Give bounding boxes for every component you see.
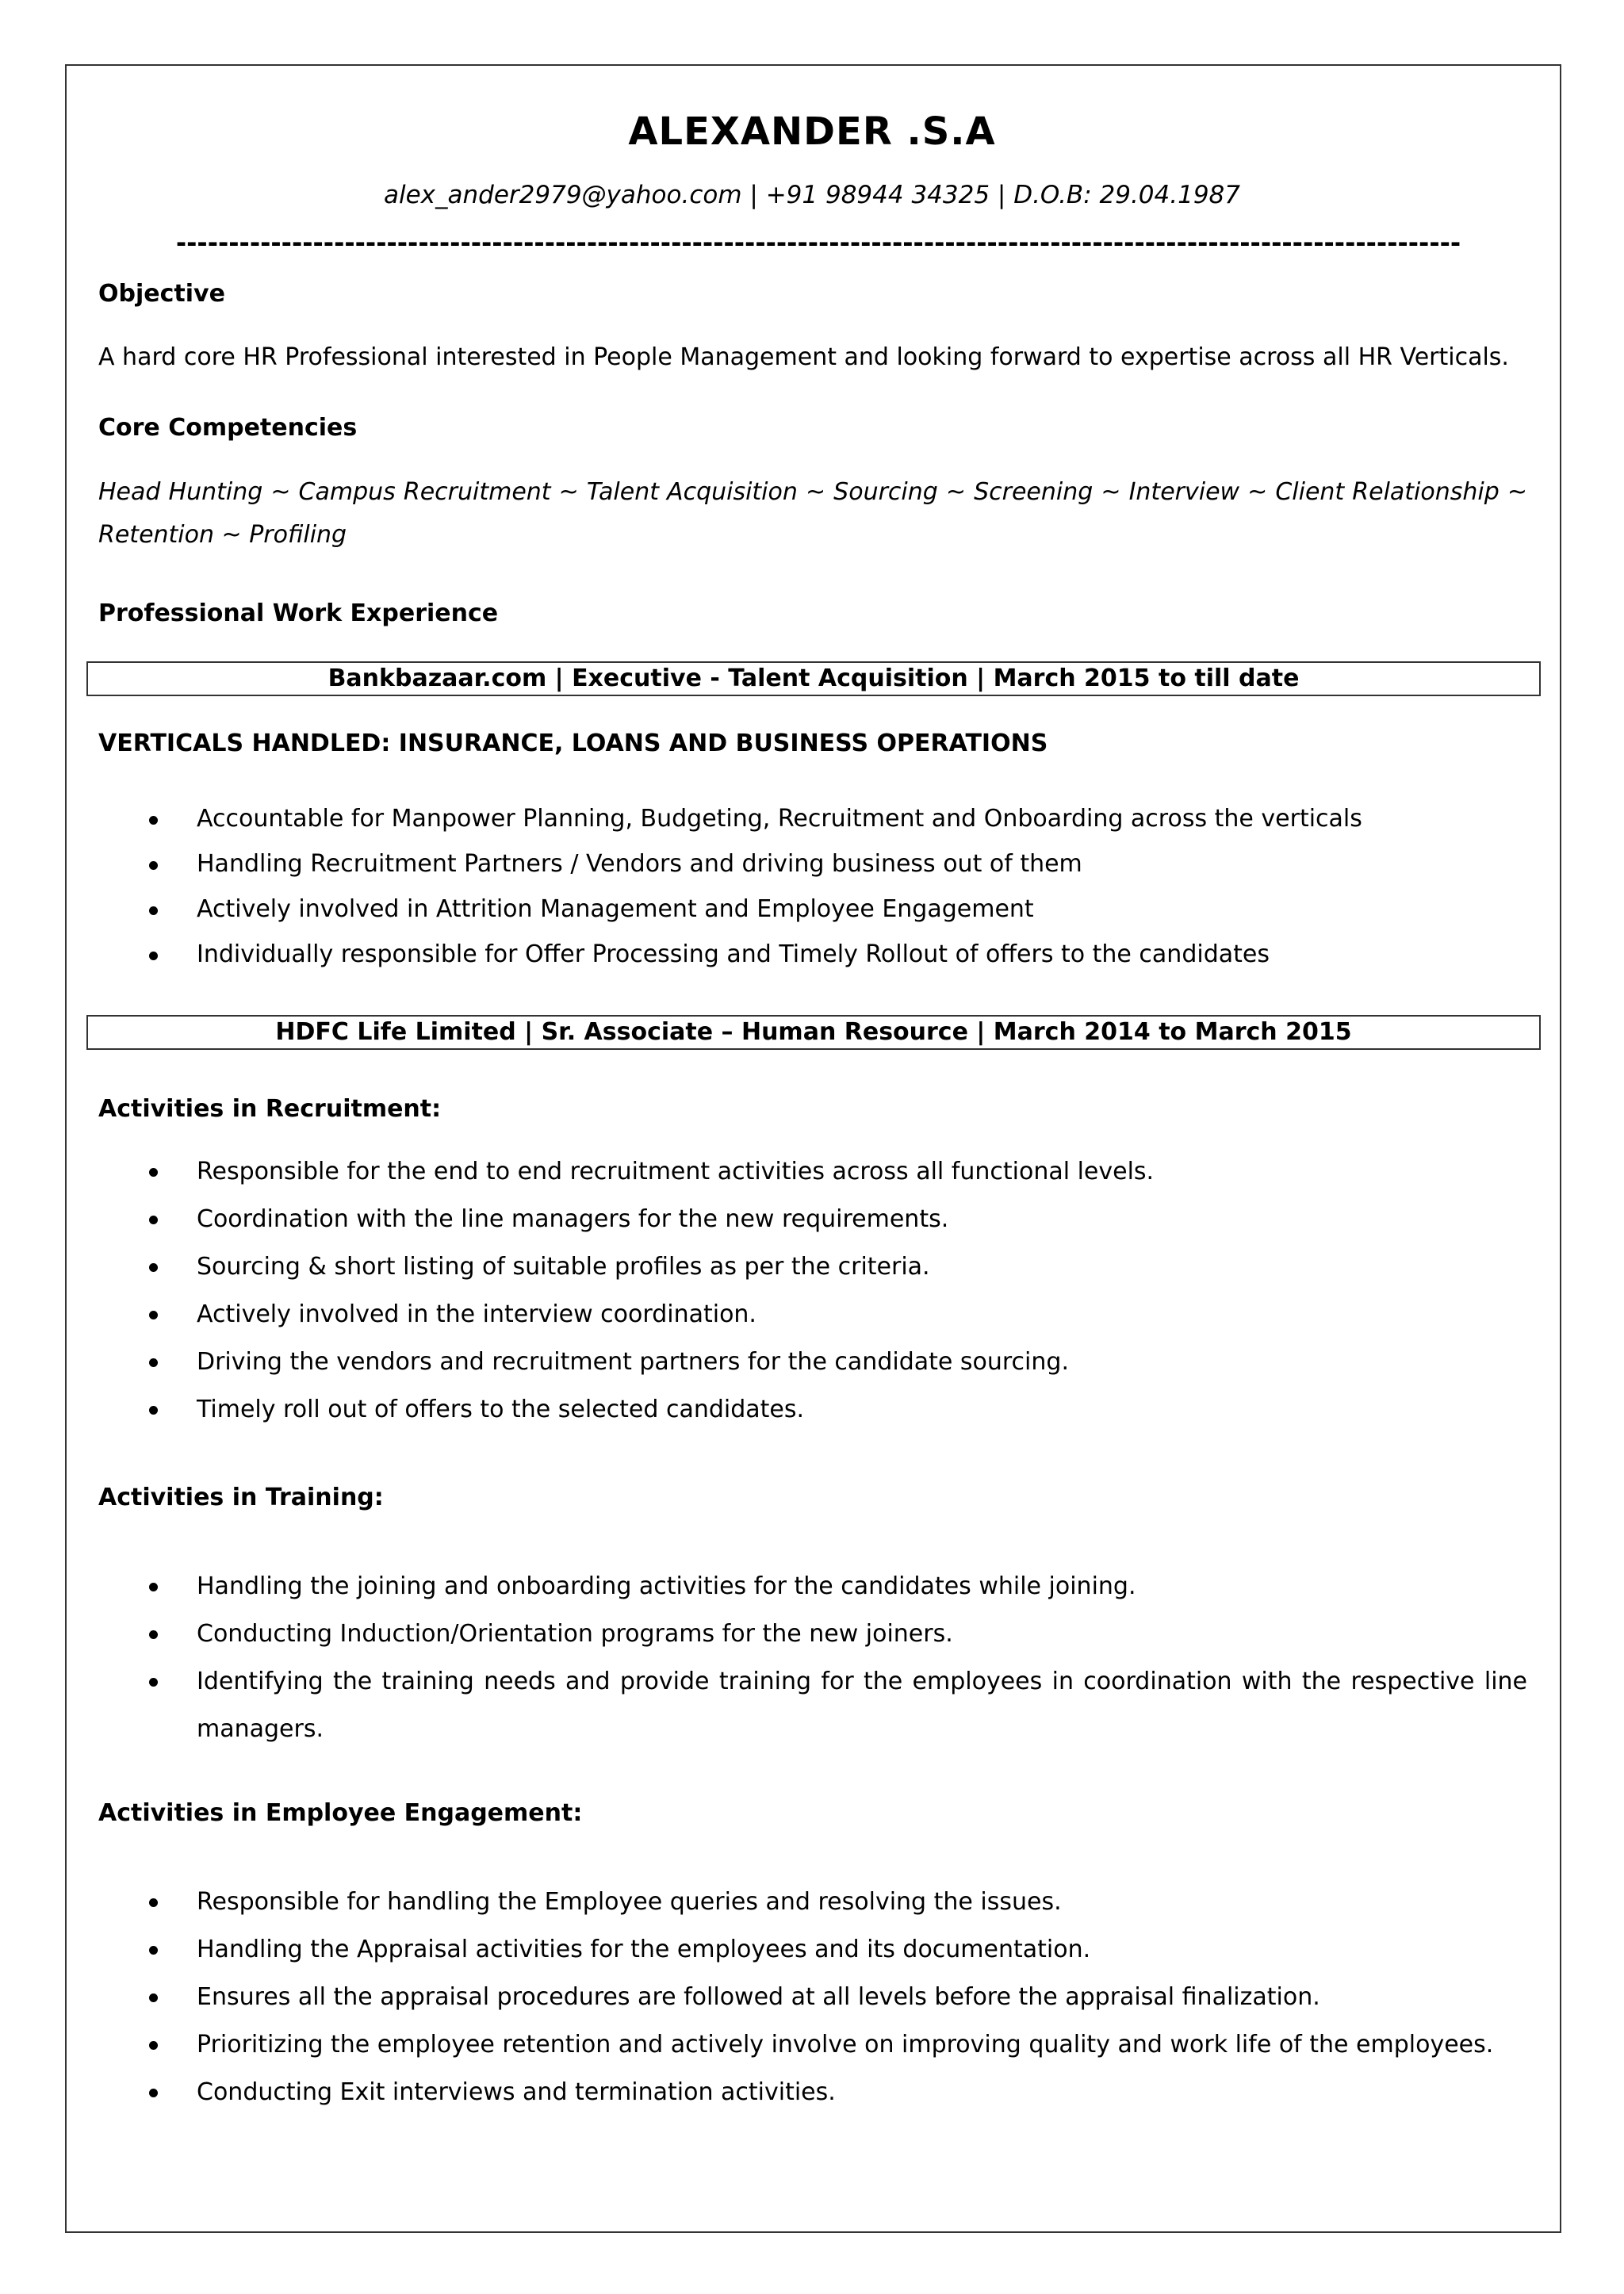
list-item: Conducting Induction/Orientation programs for the new joiners. [98, 1610, 1527, 1658]
verticals-heading: VERTICALS HANDLED: INSURANCE, LOANS AND BUSINESS OPERATIONS [98, 730, 1048, 757]
bankbazaar-bullet-list [98, 796, 1527, 977]
recruitment-heading: Activities in Recruitment: [98, 1095, 442, 1123]
list-item: Sourcing & short listing of suitable profiles as per the criteria. [98, 1243, 1527, 1291]
contact-line: alex_ander2979@yahoo.com | +91 98944 34325 | D.O.B: 29.04.1987 [384, 181, 1240, 209]
core-competencies-text: Head Hunting ~ Campus Recruitment ~ Talent Acquisition ~ Sourcing ~ Screening ~ Interview ~ Client Relationship ~ Retention ~ Profiling [98, 478, 1527, 549]
work-experience-heading: Professional Work Experience [98, 599, 499, 627]
list-item: Responsible for the end to end recruitment activities across all functional levels. [98, 1148, 1527, 1196]
list-item: Individually responsible for Offer Processing and Timely Rollout of offers to the candidates [98, 932, 1527, 977]
list-item: Ensures all the appraisal procedures are followed at all levels before the appraisal finalization. [98, 1974, 1527, 2021]
list-item: Handling Recruitment Partners / Vendors and driving business out of them [98, 841, 1527, 887]
list-item: Handling the Appraisal activities for the employees and its documentation. [98, 1926, 1527, 1974]
job-title-hdfc: HDFC Life Limited | Sr. Associate – Human Resource | March 2014 to March 2015 [86, 1015, 1541, 1050]
engagement-heading: Activities in Employee Engagement: [98, 1799, 583, 1827]
engagement-bullet-list [98, 1878, 1527, 2116]
list-item: Driving the vendors and recruitment partners for the candidate sourcing. [98, 1338, 1527, 1386]
candidate-name: ALEXANDER .S.A [628, 109, 996, 154]
objective-text: A hard core HR Professional interested in People Management and looking forward to expertise across all HR Verticals. [98, 343, 1509, 371]
list-item: Coordination with the line managers for the new requirements. [98, 1196, 1527, 1243]
training-heading: Activities in Training: [98, 1484, 384, 1511]
list-item: Timely roll out of offers to the selected candidates. [98, 1386, 1527, 1434]
list-item: Accountable for Manpower Planning, Budgeting, Recruitment and Onboarding across the verticals [98, 796, 1527, 841]
list-item: Actively involved in the interview coordination. [98, 1291, 1527, 1338]
objective-heading: Objective [98, 280, 225, 308]
list-item: Responsible for handling the Employee queries and resolving the issues. [98, 1878, 1527, 1926]
header-divider: -------------------------------------------------------------------------------------------------------------------------- [175, 228, 1461, 258]
list-item: Handling the joining and onboarding activities for the candidates while joining. [98, 1563, 1527, 1610]
recruitment-bullet-list [98, 1148, 1527, 1434]
list-item: Conducting Exit interviews and termination activities. [98, 2069, 1527, 2116]
job-title-bankbazaar: Bankbazaar.com | Executive - Talent Acquisition | March 2015 to till date [86, 661, 1541, 696]
list-item: Identifying the training needs and provide training for the employees in coordination with the respective line managers. [98, 1658, 1527, 1753]
list-item: Prioritizing the employee retention and actively involve on improving quality and work life of the employees. [98, 2021, 1527, 2069]
core-competencies-heading: Core Competencies [98, 414, 358, 442]
training-bullet-list [98, 1563, 1527, 1753]
list-item: Actively involved in Attrition Management and Employee Engagement [98, 887, 1527, 932]
